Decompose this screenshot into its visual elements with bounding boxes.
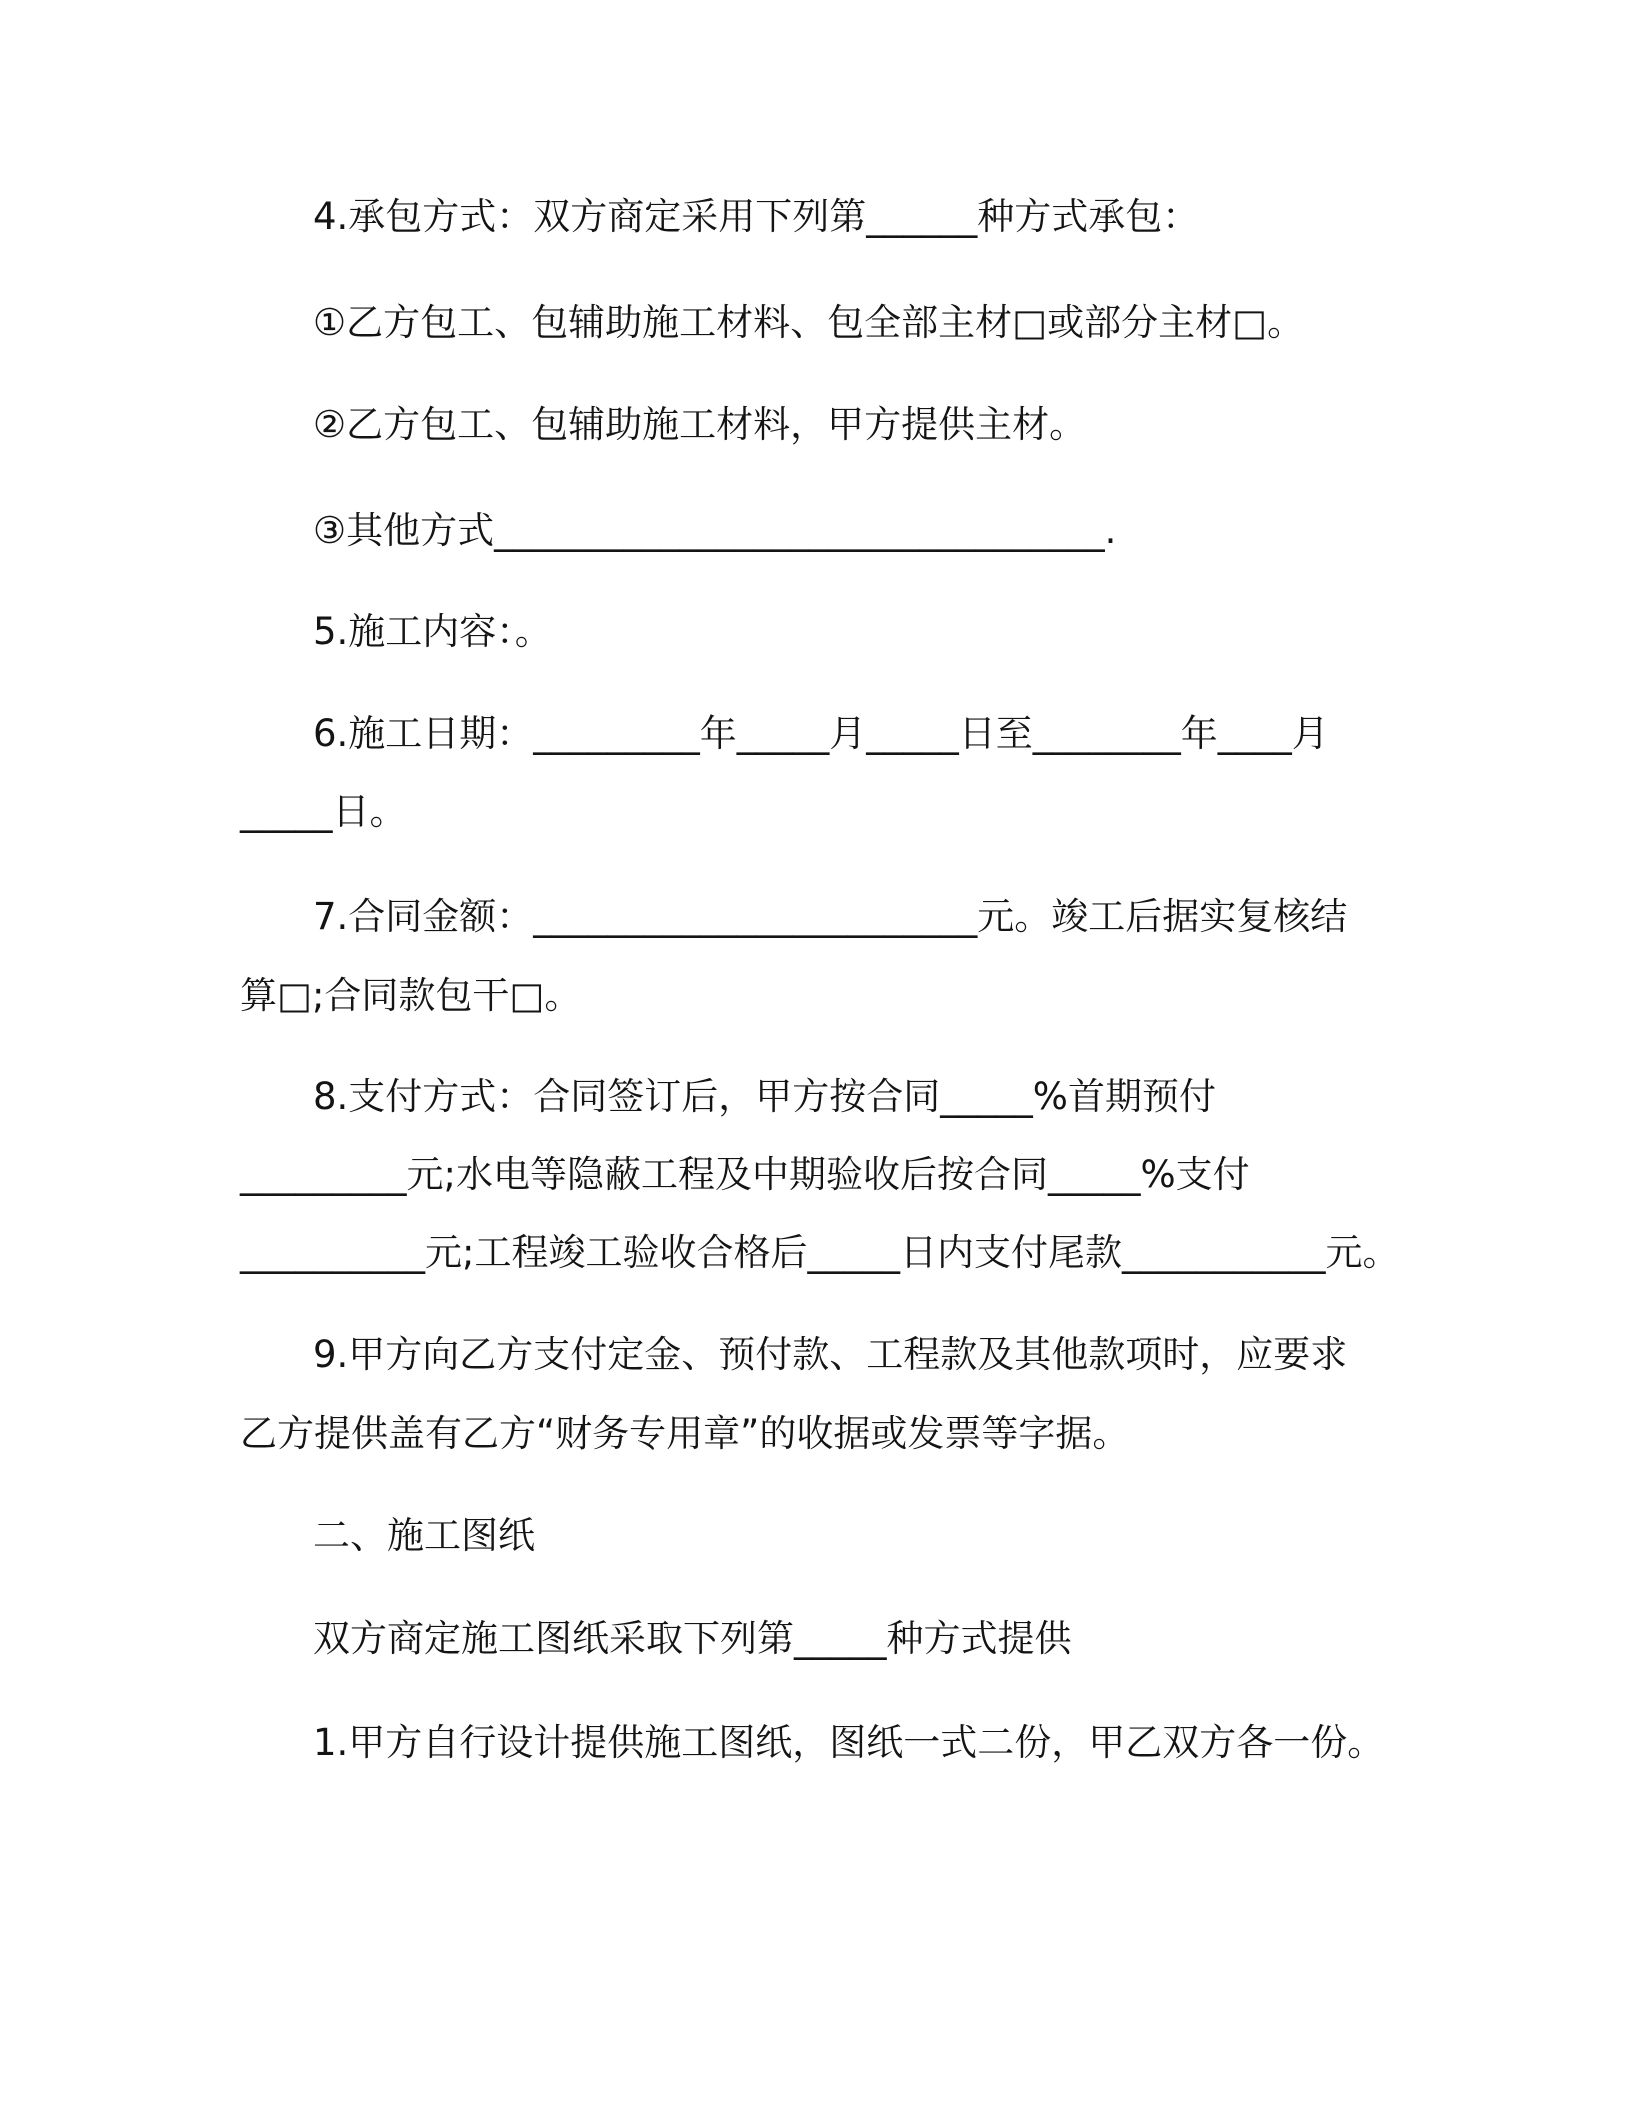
clause-9-payment-receipts: 9.甲方向乙方支付定金、预付款、工程款及其他款项时，应要求 <box>313 1333 1348 1376</box>
option-3: ③其他方式_________________________________. <box>313 509 1117 552</box>
clause-7-contract-amount: 7.合同金额：________________________元。竣工后据实复核结 <box>313 895 1348 938</box>
clause-8-payment-method: 8.支付方式：合同签订后，甲方按合同_____%首期预付 <box>313 1075 1216 1118</box>
option-1: ①乙方包工、包辅助施工材料、包全部主材□或部分主材□。 <box>313 301 1305 344</box>
drawings-method: 双方商定施工图纸采取下列第_____种方式提供 <box>313 1617 1072 1660</box>
option-2: ②乙方包工、包辅助施工材料，甲方提供主材。 <box>313 403 1087 446</box>
clause-5-construction-content: 5.施工内容：。 <box>313 610 552 653</box>
drawings-option-1: 1.甲方自行设计提供施工图纸，图纸一式二份，甲乙双方各一份。 <box>313 1721 1385 1764</box>
clause-4-contract-method: 4.承包方式：双方商定采用下列第______种方式承包： <box>313 195 1200 238</box>
clause-6-continuation: _____日。 <box>240 790 407 833</box>
section-2-heading: 二、施工图纸 <box>313 1514 535 1557</box>
clause-8-continuation-2: __________元;工程竣工验收合格后_____日内支付尾款___________元。 <box>240 1231 1400 1274</box>
clause-9-continuation: 乙方提供盖有乙方“财务专用章”的收据或发票等字据。 <box>240 1412 1130 1455</box>
clause-6-construction-dates: 6.施工日期：_________年_____月_____日至________年____月 <box>313 712 1329 755</box>
clause-8-continuation-1: _________元;水电等隐蔽工程及中期验收后按合同_____%支付 <box>240 1153 1250 1196</box>
clause-7-continuation: 算□;合同款包干□。 <box>240 974 582 1017</box>
